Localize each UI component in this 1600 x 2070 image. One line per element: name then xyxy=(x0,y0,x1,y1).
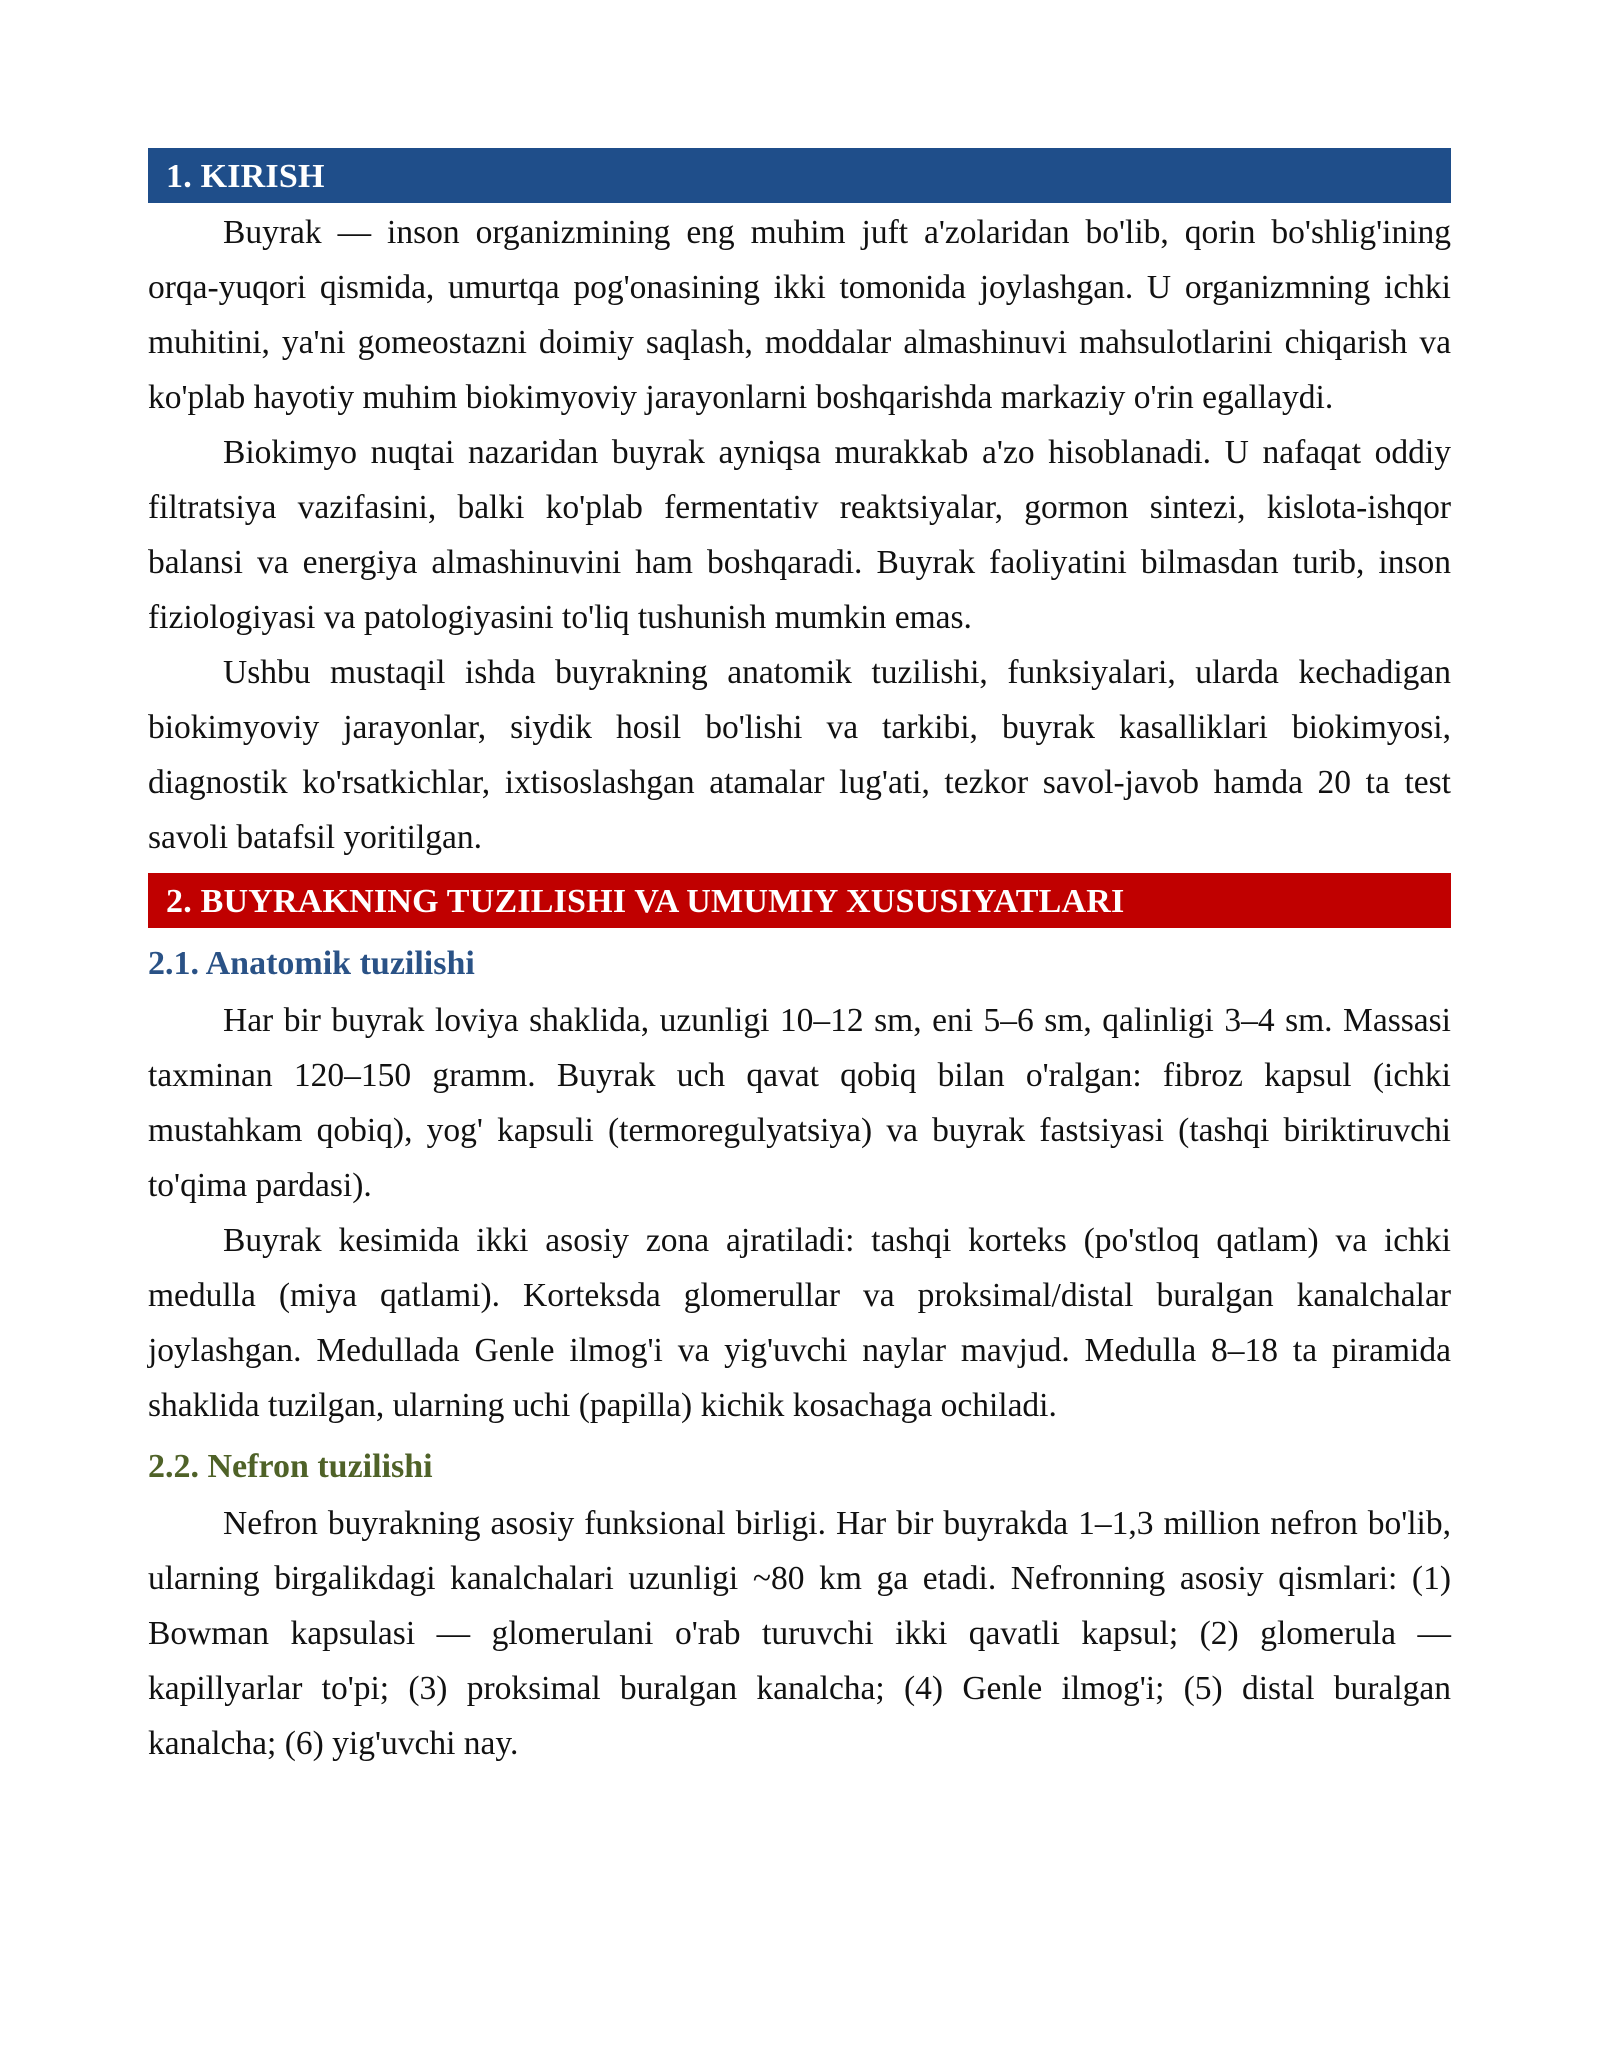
subsection-heading-nefron: 2.2. Nefron tuzilishi xyxy=(148,1448,433,1485)
paragraph: Ushbu mustaqil ishda buyrakning anatomik tuzilishi, funksiyalari, ularda kechadigan biokimyoviy jarayonlar, siydik hosil bo'lishi va tarkibi, buyrak kasalliklari biokimyosi, diagnostik ko'rsatkichlar, ixtisoslashgan atamalar lug'ati, tezkor savol-javob hamda 20 ta test savoli batafsil yoritilgan. xyxy=(148,654,1451,856)
paragraph: Buyrak kesimida ikki asosiy zona ajratiladi: tashqi korteks (po'stloq qatlam) va ichki medulla (miya qatlami). Korteksda glomerullar va proksimal/distal buralgan kanalchalar joylashgan. Medullada Genle ilmog'i va yig'uvchi naylar mavjud. Medulla 8–18 ta piramida shaklida tuzilgan, ularning uchi (papilla) kichik kosachaga ochiladi. xyxy=(148,1222,1451,1424)
section-heading-kirish: 1. KIRISH xyxy=(148,148,1451,203)
paragraph: Nefron buyrakning asosiy funksional birligi. Har bir buyrakda 1–1,3 million nefron bo'lib, ularning birgalikdagi kanalchalari uzunligi ~80 km ga etadi. Nefronning asosiy qismlari: (1) Bowman kapsulasi — glomerulani o'rab turuvchi ikki qavatli kapsul; (2) glomerula — kapillyarlar to'pi; (3) proksimal buralgan kanalcha; (4) Genle ilmog'i; (5) distal buralgan kanalcha; (6) yig'uvchi nay. xyxy=(148,1505,1451,1762)
paragraph: Buyrak — inson organizmining eng muhim juft a'zolaridan bo'lib, qorin bo'shlig'ining orqa-yuqori qismida, umurtqa pog'onasining ikki tomonida joylashgan. U organizmning ichki muhitini, ya'ni gomeostazni doimiy saqlash, moddalar almashinuvi mahsulotlarini chiqarish va ko'plab hayotiy muhim biokimyoviy jarayonlarni boshqarishda markaziy o'rin egallaydi. xyxy=(148,214,1451,416)
section-tuzilishi xyxy=(148,873,1451,1771)
section-kirish xyxy=(148,148,1451,865)
paragraph: Biokimyo nuqtai nazaridan buyrak ayniqsa murakkab a'zo hisoblanadi. U nafaqat oddiy filtratsiya vazifasini, balki ko'plab fermentativ reaktsiyalar, gormon sintezi, kislota-ishqor balansi va energiya almashinuvini ham boshqaradi. Buyrak faoliyatini bilmasdan turib, inson fiziologiyasi va patologiyasini to'liq tushunish mumkin emas. xyxy=(148,434,1451,636)
section-heading-tuzilishi: 2. BUYRAKNING TUZILISHI VA UMUMIY XUSUSIYATLARI xyxy=(148,873,1451,928)
subsection-heading-anatomik: 2.1. Anatomik tuzilishi xyxy=(148,945,475,982)
section-kirish-body xyxy=(148,203,1451,865)
paragraph: Har bir buyrak loviya shaklida, uzunligi 10–12 sm, eni 5–6 sm, qalinligi 3–4 sm. Massasi taxminan 120–150 gramm. Buyrak uch qavat qobiq bilan o'ralgan: fibroz kapsul (ichki mustahkam qobiq), yog' kapsuli (termoregulyatsiya) va buyrak fastsiyasi (tashqi biriktiruvchi to'qima pardasi). xyxy=(148,1002,1451,1204)
